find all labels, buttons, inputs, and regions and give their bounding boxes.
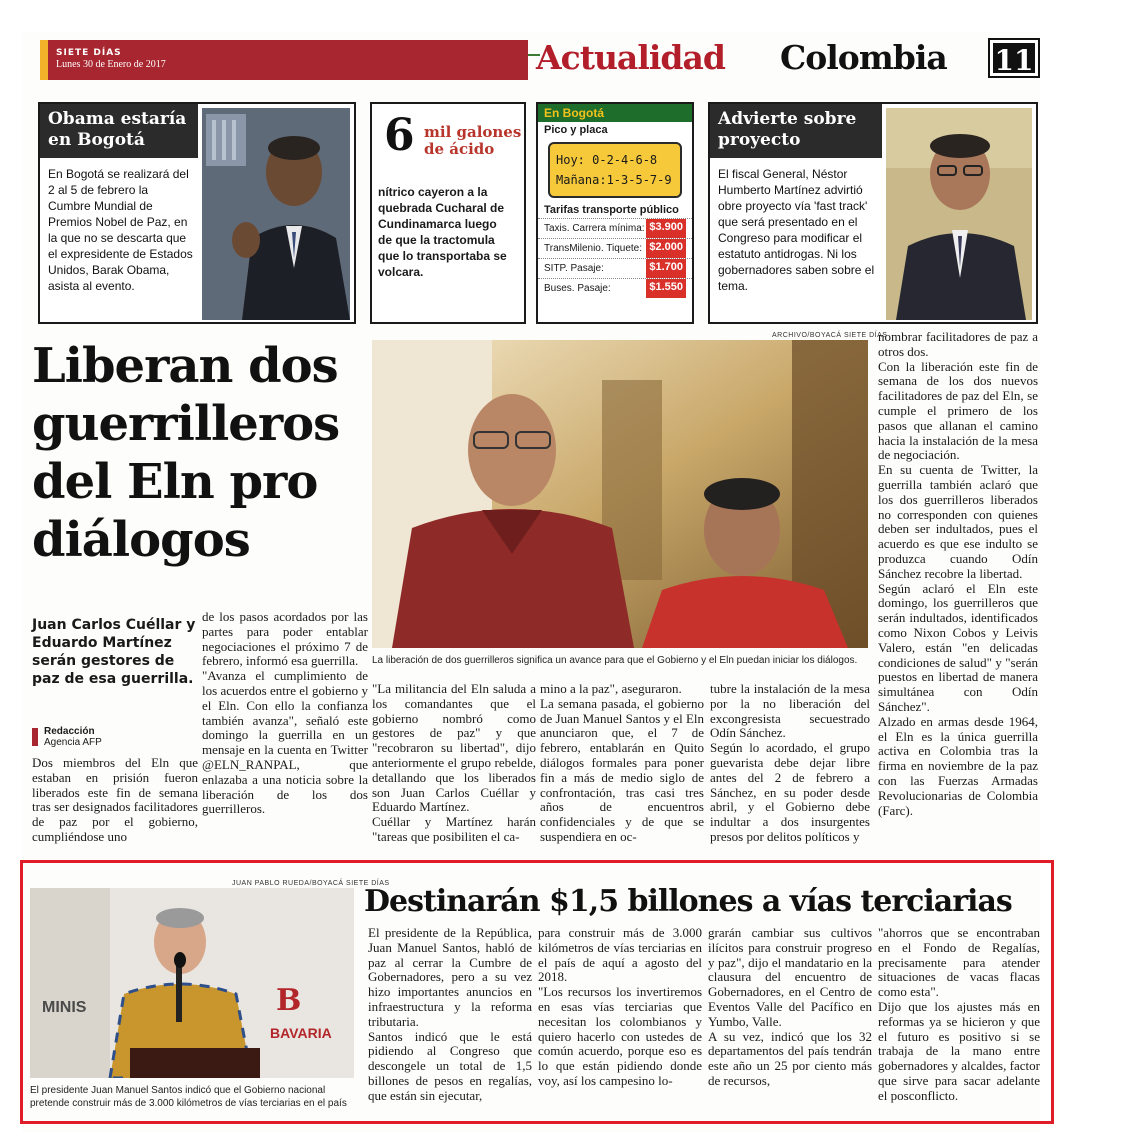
- acid-body: nítrico cayeron a la quebrada Cucharal de Cundinamarca luego de que la tractomula que lo transportaba se volcara.: [378, 185, 507, 279]
- pico-today: Hoy: 0-2-4-6-8: [556, 153, 658, 167]
- eln-photo: [372, 340, 868, 648]
- main-subhead: Juan Carlos Cuéllar y Eduardo Martínez serán gestores de paz de esa guerrilla.: [32, 617, 196, 687]
- tariff-row: [538, 238, 692, 258]
- acid-headline: mil galones de ácido: [424, 123, 522, 158]
- pico-tomorrow: Mañana:1-3-5-7-9: [556, 173, 672, 187]
- tariff-value: $3.900: [646, 219, 686, 238]
- credit-agency: Agencia AFP: [44, 737, 102, 748]
- brief-acid: [370, 102, 526, 324]
- newspaper-page: [22, 32, 1040, 1132]
- pico-card: [548, 142, 682, 198]
- subsection-title: Colombia: [780, 38, 947, 77]
- main-photo-caption: La liberación de dos guerrilleros significa un avance para que el Gobierno y el Eln puedan iniciar los diálogos.: [372, 655, 858, 666]
- svg-text:B: B: [276, 983, 302, 1018]
- brief-obama-body: En Bogotá se realizará del 2 al 5 de febrero la Cumbre Mundial de Premios Nobel de Paz, en la que no se descarta que el expresidente de Estados Unidos, Barak Obama, asista al evento.: [48, 167, 193, 293]
- brief-pico-placa: [536, 102, 694, 324]
- bottom-headline: Destinarán $1,5 billones a vías terciarias: [364, 884, 1012, 919]
- brand-name: SIETE DÍAS: [56, 48, 122, 58]
- santos-photo: [30, 888, 354, 1078]
- credit-role: Redacción: [44, 726, 95, 737]
- bottom-column-4: "ahorros que se encontraban en el Fondo de Regalías, precisamente para atender situaciones de vacas flacas como esta". Dijo que los ajustes más en reformas ya se hicieron y que el futuro es positivo si se trabaja de la mano entre gobernadores y alcaldes, factor que sirve para sacar adelante el posconflicto.: [878, 925, 1040, 1103]
- section-title: Actualidad: [536, 38, 725, 77]
- tariff-row: [538, 278, 692, 298]
- credit-marker: [32, 728, 38, 746]
- tariffs-title: Tarifas transporte público: [544, 204, 679, 216]
- bottom-column-1: El presidente de la República, Juan Manuel Santos, habló de paz al cerrar la Cumbre de Gobernadores, pero a su vez hizo importantes anuncios en infraestructura y la reforma tributaria. Santos indicó que le está pidiendo al Congreso que descongele un total de 1,5 billones de pesos en regalías, que están sin ejecutar,: [368, 925, 532, 1103]
- main-column-2: de los pasos acordados por las partes para poder entablar negociaciones el próximo 7 de febrero, informó esa guerrilla. "Avanza el cumplimiento de los acuerdos entre el gobierno y el Eln. Con ello la confianza también avanza", señaló este domingo la guerrilla en un mensaje en la cuenta en Twitter @ELN_RANPAL, que enlazaba a una noticia sobre la liberación de los dos guerrilleros.: [202, 609, 368, 817]
- main-headline: Liberan dos guerrilleros del Eln pro diálogos: [32, 338, 340, 568]
- main-column-3: "La militancia del Eln saluda a los comandantes que el gobierno nombró como gestores de paz" y que "recobraron su libertad", dijo anteriormente el grupo rebelde, detallando que los liberados son Juan Carlos Cuéllar y Eduardo Martínez. Cuéllar y Martínez harán "tareas que posibiliten el ca-: [372, 681, 536, 844]
- tariff-row: [538, 258, 692, 278]
- header-brand-bar: [40, 40, 528, 80]
- bottom-column-2: para construir más de 3.000 kilómetros de vías terciarias en el país de aquí a agosto del 2018. "Los recursos los invertiremos en esas vías terciarias que necesitan los colombianos y quiero hacerlo con ustedes de común acuerdo, porque eso es lo que están pidiendo donde voy, así los campesino lo-: [538, 925, 702, 1088]
- tariff-row: [538, 218, 692, 238]
- tariff-value: $1.700: [646, 259, 686, 278]
- pico-title: En Bogotá: [538, 104, 692, 122]
- martinez-photo: [886, 108, 1032, 320]
- main-photo-credit: ARCHIVO/BOYACÁ SIETE DÍAS: [772, 332, 888, 339]
- pico-subtitle: Pico y placa: [544, 124, 608, 136]
- bottom-photo-caption: El presidente Juan Manuel Santos indicó que el Gobierno nacional pretende construir más de 3.000 kilómetros de vías terciarias en el país: [30, 1085, 347, 1109]
- issue-date: Lunes 30 de Enero de 2017: [56, 59, 166, 70]
- brief-obama: [38, 102, 356, 324]
- page-number: 11: [990, 40, 1038, 76]
- bottom-photo-credit: JUAN PABLO RUEDA/BOYACÁ SIETE DÍAS: [232, 880, 390, 887]
- tariff-label: Taxis. Carrera mínima:: [544, 223, 645, 234]
- tariff-value: $1.550: [646, 279, 686, 298]
- main-column-5: tubre la instalación de la mesa por la no liberación del excongresista secuestrado Odín Sánchez. Según lo acordado, el grupo guevarista debe dejar libre antes del 2 de febrero a Sánchez, en su poder desde abril, y el Gobierno debe indultar a dos insurgentes presos por delitos políticos y: [710, 681, 870, 844]
- main-column-4: mino a la paz", aseguraron. La semana pasada, el gobierno de Juan Manuel Santos y el Eln anunciaron que, el 7 de febrero, entablarán en Quito diálogos formales para poner fin a más de medio siglo de confrontación, tras casi tres años de encuentros confidenciales y de que se suspendiera en oc-: [540, 681, 704, 844]
- photo-sign-text: MINIS: [42, 999, 87, 1016]
- obama-photo: [202, 108, 350, 320]
- main-column-6: nombrar facilitadores de paz a otros dos. Con la liberación este fin de semana de los dos nuevos facilitadores de paz del Eln, se cumple el primero de los pasos que allanan el camino hacia la instalación de la mesa de negociación. En su cuenta de Twitter, la guerrilla también aclaró que los dos guerrilleros liberados no corresponden con quienes deben ser indultados, pues el acuerdo es que ese indulto se produzca cuando Odín Sánchez recobre la libertad. Según aclaró el Eln este domingo, los guerrilleros que serán indultados, identificados como Nixon Cobos y Leivis Valero, están "en delicadas condiciones de salud" y "serán puestos en libertad de manera simultánea con Odín Sánchez". Alzado en armas desde 1964, el Eln es la única guerrilla activa en Colombia tras la firma en noviembre de la paz con las Fuerzas Armadas Revolucionarias de Colombia (Farc).: [878, 329, 1038, 818]
- brief-advierte-title: Advierte sobre proyecto: [710, 104, 882, 158]
- brief-obama-title: Obama estaría en Bogotá: [40, 104, 198, 158]
- tariff-label: Buses. Pasaje:: [544, 283, 611, 294]
- main-column-1: Dos miembros del Eln que estaban en prisión fueron liberados este fin de semana tras ser designados facilitadores de paz por el gobierno, cumpliéndose uno: [32, 755, 198, 844]
- tariff-label: SITP. Pasaje:: [544, 263, 604, 274]
- acid-number: 6: [384, 110, 415, 161]
- bottom-column-3: grarán cambiar sus cultivos ilícitos para construir progreso y paz", dijo el mandatario en la clausura del encuentro de Gobernadores, en el Centro de Eventos Valle del Pacífico en Yumbo, Valle. A su vez, indicó que los 32 departamentos del país tendrán este año un 25 por ciento más de recursos,: [708, 925, 872, 1088]
- tariff-label: TransMilenio. Tiquete:: [544, 243, 643, 254]
- tariff-value: $2.000: [646, 239, 686, 258]
- brief-advierte: [708, 102, 1038, 324]
- page-header: [40, 40, 1043, 80]
- photo-logo-text: BAVARIA: [270, 1025, 332, 1041]
- brief-advierte-body: El fiscal General, Néstor Humberto Martínez advirtió obre proyecto vía 'fast track' que será presentado en el Congreso para modificar el estatuto antidrogas. Ni los gobernadores saben sobre el tema.: [718, 167, 875, 293]
